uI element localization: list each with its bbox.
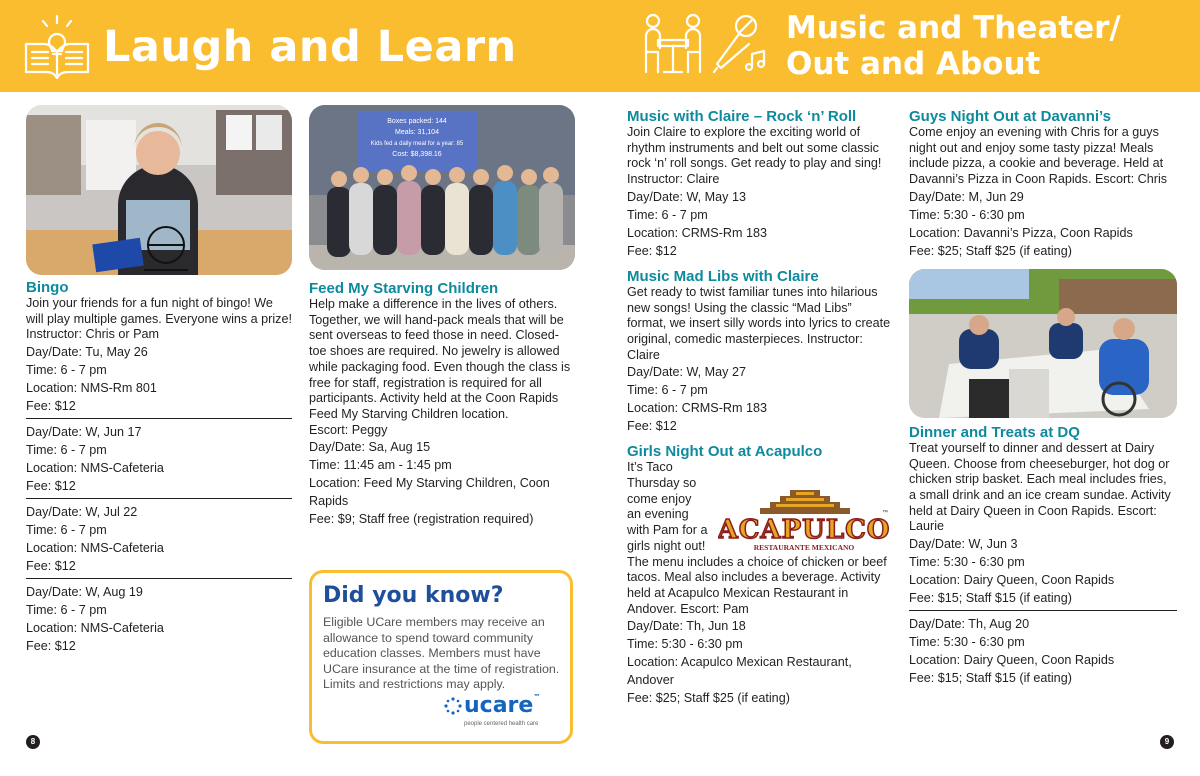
session-fee: Fee: $25; Staff $25 (if eating) bbox=[627, 691, 790, 706]
page-number-left: 8 bbox=[26, 735, 40, 749]
session-fee: Fee: $12 bbox=[26, 639, 76, 654]
feed-group-photo bbox=[309, 105, 575, 270]
did-you-know-body: Eligible UCare members may receive an allowance to spend toward community education classes. Members must have UCare insurance at the time of registration. Limits and restrictions may apply. bbox=[323, 615, 560, 692]
bingo-description: Join your friends for a fun night of bingo! We will play multiple games. Everyone wins a prize! Instructor: Chris or Pam bbox=[26, 296, 292, 342]
acapulco-subtitle: RESTAURANTE MEXICANO bbox=[753, 543, 855, 552]
feed-description: Help make a difference in the lives of others. Together, we will hand-pack meals that will be sent overseas to feed those in need. Closed-toe shoes are required. No jewelry is allowed while packaging food. Even though the class is free for staff, registration is required for all participants. Activity held at the Coon Rapids Feed My Starving Children location. bbox=[309, 297, 571, 421]
session-time: Time: 5:30 - 6:30 pm bbox=[909, 555, 1025, 570]
bingo-session-2 bbox=[26, 423, 292, 499]
session-location: Location: Dairy Queen, Coon Rapids bbox=[909, 653, 1115, 668]
session-time: Time: 5:30 - 6:30 pm bbox=[909, 207, 1025, 222]
session-time: Time: 11:45 am - 1:45 pm bbox=[309, 458, 452, 473]
session-time: Time: 5:30 - 6:30 pm bbox=[627, 637, 743, 652]
session-date: Day/Date: Th, Aug 20 bbox=[909, 617, 1030, 632]
session-location: Location: Davanni’s Pizza, Coon Rapids bbox=[909, 225, 1133, 240]
ucare-wordmark bbox=[464, 693, 540, 718]
intro-line: an evening bbox=[627, 507, 689, 522]
screen-line-3: Kids fed a daily meal for a year: 85 bbox=[370, 141, 464, 147]
session-fee: Fee: $12 bbox=[627, 419, 677, 434]
section-title-line-1: Music and Theater/ bbox=[786, 10, 1121, 46]
bingo-title: Bingo bbox=[26, 279, 69, 296]
ucare-word: ucare bbox=[464, 693, 534, 718]
column-out-about bbox=[909, 108, 1177, 690]
column-feed bbox=[309, 105, 575, 528]
screen-line-2: Meals: 31,104 bbox=[395, 129, 439, 136]
session-fee: Fee: $12 bbox=[26, 559, 76, 574]
session-date: Day/Date: M, Jun 29 bbox=[909, 189, 1024, 204]
session-time: Time: 6 - 7 pm bbox=[627, 207, 708, 222]
girls-night-title: Girls Night Out at Acapulco bbox=[627, 443, 823, 461]
section-title-laugh-learn: Laugh and Learn bbox=[103, 22, 517, 72]
girls-night-description: The menu includes a choice of chicken or beef tacos. Meal also includes a beverage. Activity held at Acapulco Mexican Restaurant in Andover. Escort: Pam bbox=[627, 554, 887, 616]
session-fee: Fee: $15; Staff $15 (if eating) bbox=[909, 591, 1072, 606]
session-location: Location: CRMS-Rm 183 bbox=[627, 225, 767, 240]
session-location: Location: NMS-Cafeteria bbox=[26, 621, 164, 636]
session-time: Time: 6 - 7 pm bbox=[26, 363, 107, 378]
guys-night-description: Come enjoy an evening with Chris for a guys night out and enjoy some tasty pizza! Meals include pizza, a cookie and beverage. Held at Davanni’s Pizza in Coon Rapids. Escort: Chris bbox=[909, 125, 1168, 187]
column-music bbox=[627, 108, 893, 707]
screen-line-1: Boxes packed: 144 bbox=[387, 118, 447, 125]
section-title-line-2: Out and About bbox=[786, 46, 1041, 82]
page-banner bbox=[0, 0, 1200, 92]
intro-line: Thursday so bbox=[627, 476, 697, 491]
session-date: Day/Date: W, Jul 22 bbox=[26, 505, 138, 520]
bingo-photo bbox=[26, 105, 292, 275]
session-time: Time: 6 - 7 pm bbox=[627, 383, 708, 398]
dq-session-1 bbox=[909, 535, 1177, 611]
session-date: Day/Date: W, Jun 3 bbox=[909, 537, 1018, 552]
session-date: Day/Date: Tu, May 26 bbox=[26, 345, 148, 360]
acapulco-wordmark: ACAPULCO bbox=[718, 515, 891, 545]
claire-rock-title: Music with Claire – Rock ‘n’ Roll bbox=[627, 108, 857, 125]
session-fee: Fee: $25; Staff $25 (if eating) bbox=[909, 243, 1072, 258]
intro-line: come enjoy bbox=[627, 491, 692, 506]
feed-session bbox=[309, 438, 575, 528]
acapulco-tm: ™ bbox=[882, 510, 888, 516]
session-location: Location: NMS-Cafeteria bbox=[26, 461, 164, 476]
page-number-right: 9 bbox=[1160, 735, 1174, 749]
dq-session-2 bbox=[909, 615, 1177, 690]
session-location: Location: NMS-Cafeteria bbox=[26, 541, 164, 556]
session-date: Day/Date: Sa, Aug 15 bbox=[309, 440, 431, 455]
session-date: Day/Date: Th, Jun 18 bbox=[627, 619, 746, 634]
ucare-tagline: people centered health care bbox=[464, 721, 539, 727]
session-fee: Fee: $9; Staff free (registration required) bbox=[309, 512, 534, 527]
dq-section bbox=[909, 424, 1177, 690]
section-title-music-out bbox=[786, 10, 1121, 82]
session-time: Time: 6 - 7 pm bbox=[26, 603, 107, 618]
session-time: Time: 6 - 7 pm bbox=[26, 443, 107, 458]
feed-escort: Escort: Peggy bbox=[309, 422, 388, 437]
ucare-sparkle-icon bbox=[444, 697, 462, 715]
session-fee: Fee: $12 bbox=[26, 479, 76, 494]
session-location: Location: Acapulco Mexican Restaurant, Andover bbox=[627, 655, 852, 688]
session-date: Day/Date: W, Jun 17 bbox=[26, 425, 142, 440]
session-fee: Fee: $15; Staff $15 (if eating) bbox=[909, 671, 1072, 686]
bingo-session-4 bbox=[26, 583, 292, 658]
feed-title: Feed My Starving Children bbox=[309, 280, 499, 297]
claire-rock-section bbox=[627, 108, 893, 260]
mad-libs-description: Get ready to twist familiar tunes into hilarious new songs! Using the classic “Mad Libs” format, we insert silly words into lyrics to create original, comedic masterpieces. Instructor: Claire bbox=[627, 284, 891, 362]
did-you-know-title: Did you know? bbox=[323, 583, 504, 608]
girls-night-section bbox=[627, 443, 893, 707]
acapulco-logo bbox=[718, 488, 893, 554]
intro-line: with Pam for a bbox=[627, 523, 708, 538]
dq-description: Treat yourself to dinner and dessert at Dairy Queen. Choose from cheeseburger, hot dog or chicken strip basket. Each meal includes fries, a small drink and an ice cream sundae. Activity held at Dairy Queen in Coon Rapids. Escort: Laurie bbox=[909, 440, 1171, 534]
session-time: Time: 5:30 - 6:30 pm bbox=[909, 635, 1025, 650]
session-date: Day/Date: W, May 27 bbox=[627, 365, 746, 380]
open-book-lightbulb-icon bbox=[22, 14, 92, 80]
microphone-music-icon bbox=[712, 14, 772, 76]
intro-line: It’s Taco bbox=[627, 460, 673, 475]
dq-title: Dinner and Treats at DQ bbox=[909, 423, 1080, 441]
session-fee: Fee: $12 bbox=[26, 399, 76, 414]
guys-night-photo bbox=[909, 269, 1177, 418]
column-bingo bbox=[26, 105, 292, 658]
screen-line-4: Cost: $8,398.16 bbox=[392, 151, 442, 158]
session-time: Time: 6 - 7 pm bbox=[26, 523, 107, 538]
guys-night-title: Guys Night Out at Davanni’s bbox=[909, 108, 1111, 125]
session-location: Location: Feed My Starving Children, Coon Rapids bbox=[309, 476, 550, 509]
session-date: Day/Date: W, Aug 19 bbox=[26, 585, 143, 600]
session-date: Day/Date: W, May 13 bbox=[627, 189, 746, 204]
bingo-session-3 bbox=[26, 503, 292, 579]
session-location: Location: Dairy Queen, Coon Rapids bbox=[909, 573, 1115, 588]
guys-night-section bbox=[909, 108, 1177, 260]
mad-libs-title: Music Mad Libs with Claire bbox=[627, 267, 819, 285]
people-at-table-icon bbox=[642, 12, 704, 76]
ucare-tm: ™ bbox=[533, 693, 541, 701]
mad-libs-section bbox=[627, 268, 893, 436]
session-fee: Fee: $12 bbox=[627, 243, 677, 258]
intro-line: girls night out! bbox=[627, 538, 706, 553]
claire-rock-description: Join Claire to explore the exciting world of rhythm instruments and belt out some classic rock ‘n’ roll songs. Get ready to play and sing! Instructor: Claire bbox=[627, 125, 882, 187]
session-location: Location: CRMS-Rm 183 bbox=[627, 401, 767, 416]
session-location: Location: NMS-Rm 801 bbox=[26, 381, 157, 396]
did-you-know-box bbox=[309, 570, 573, 744]
bingo-session-1 bbox=[26, 343, 292, 419]
girls-night-intro bbox=[627, 460, 721, 554]
